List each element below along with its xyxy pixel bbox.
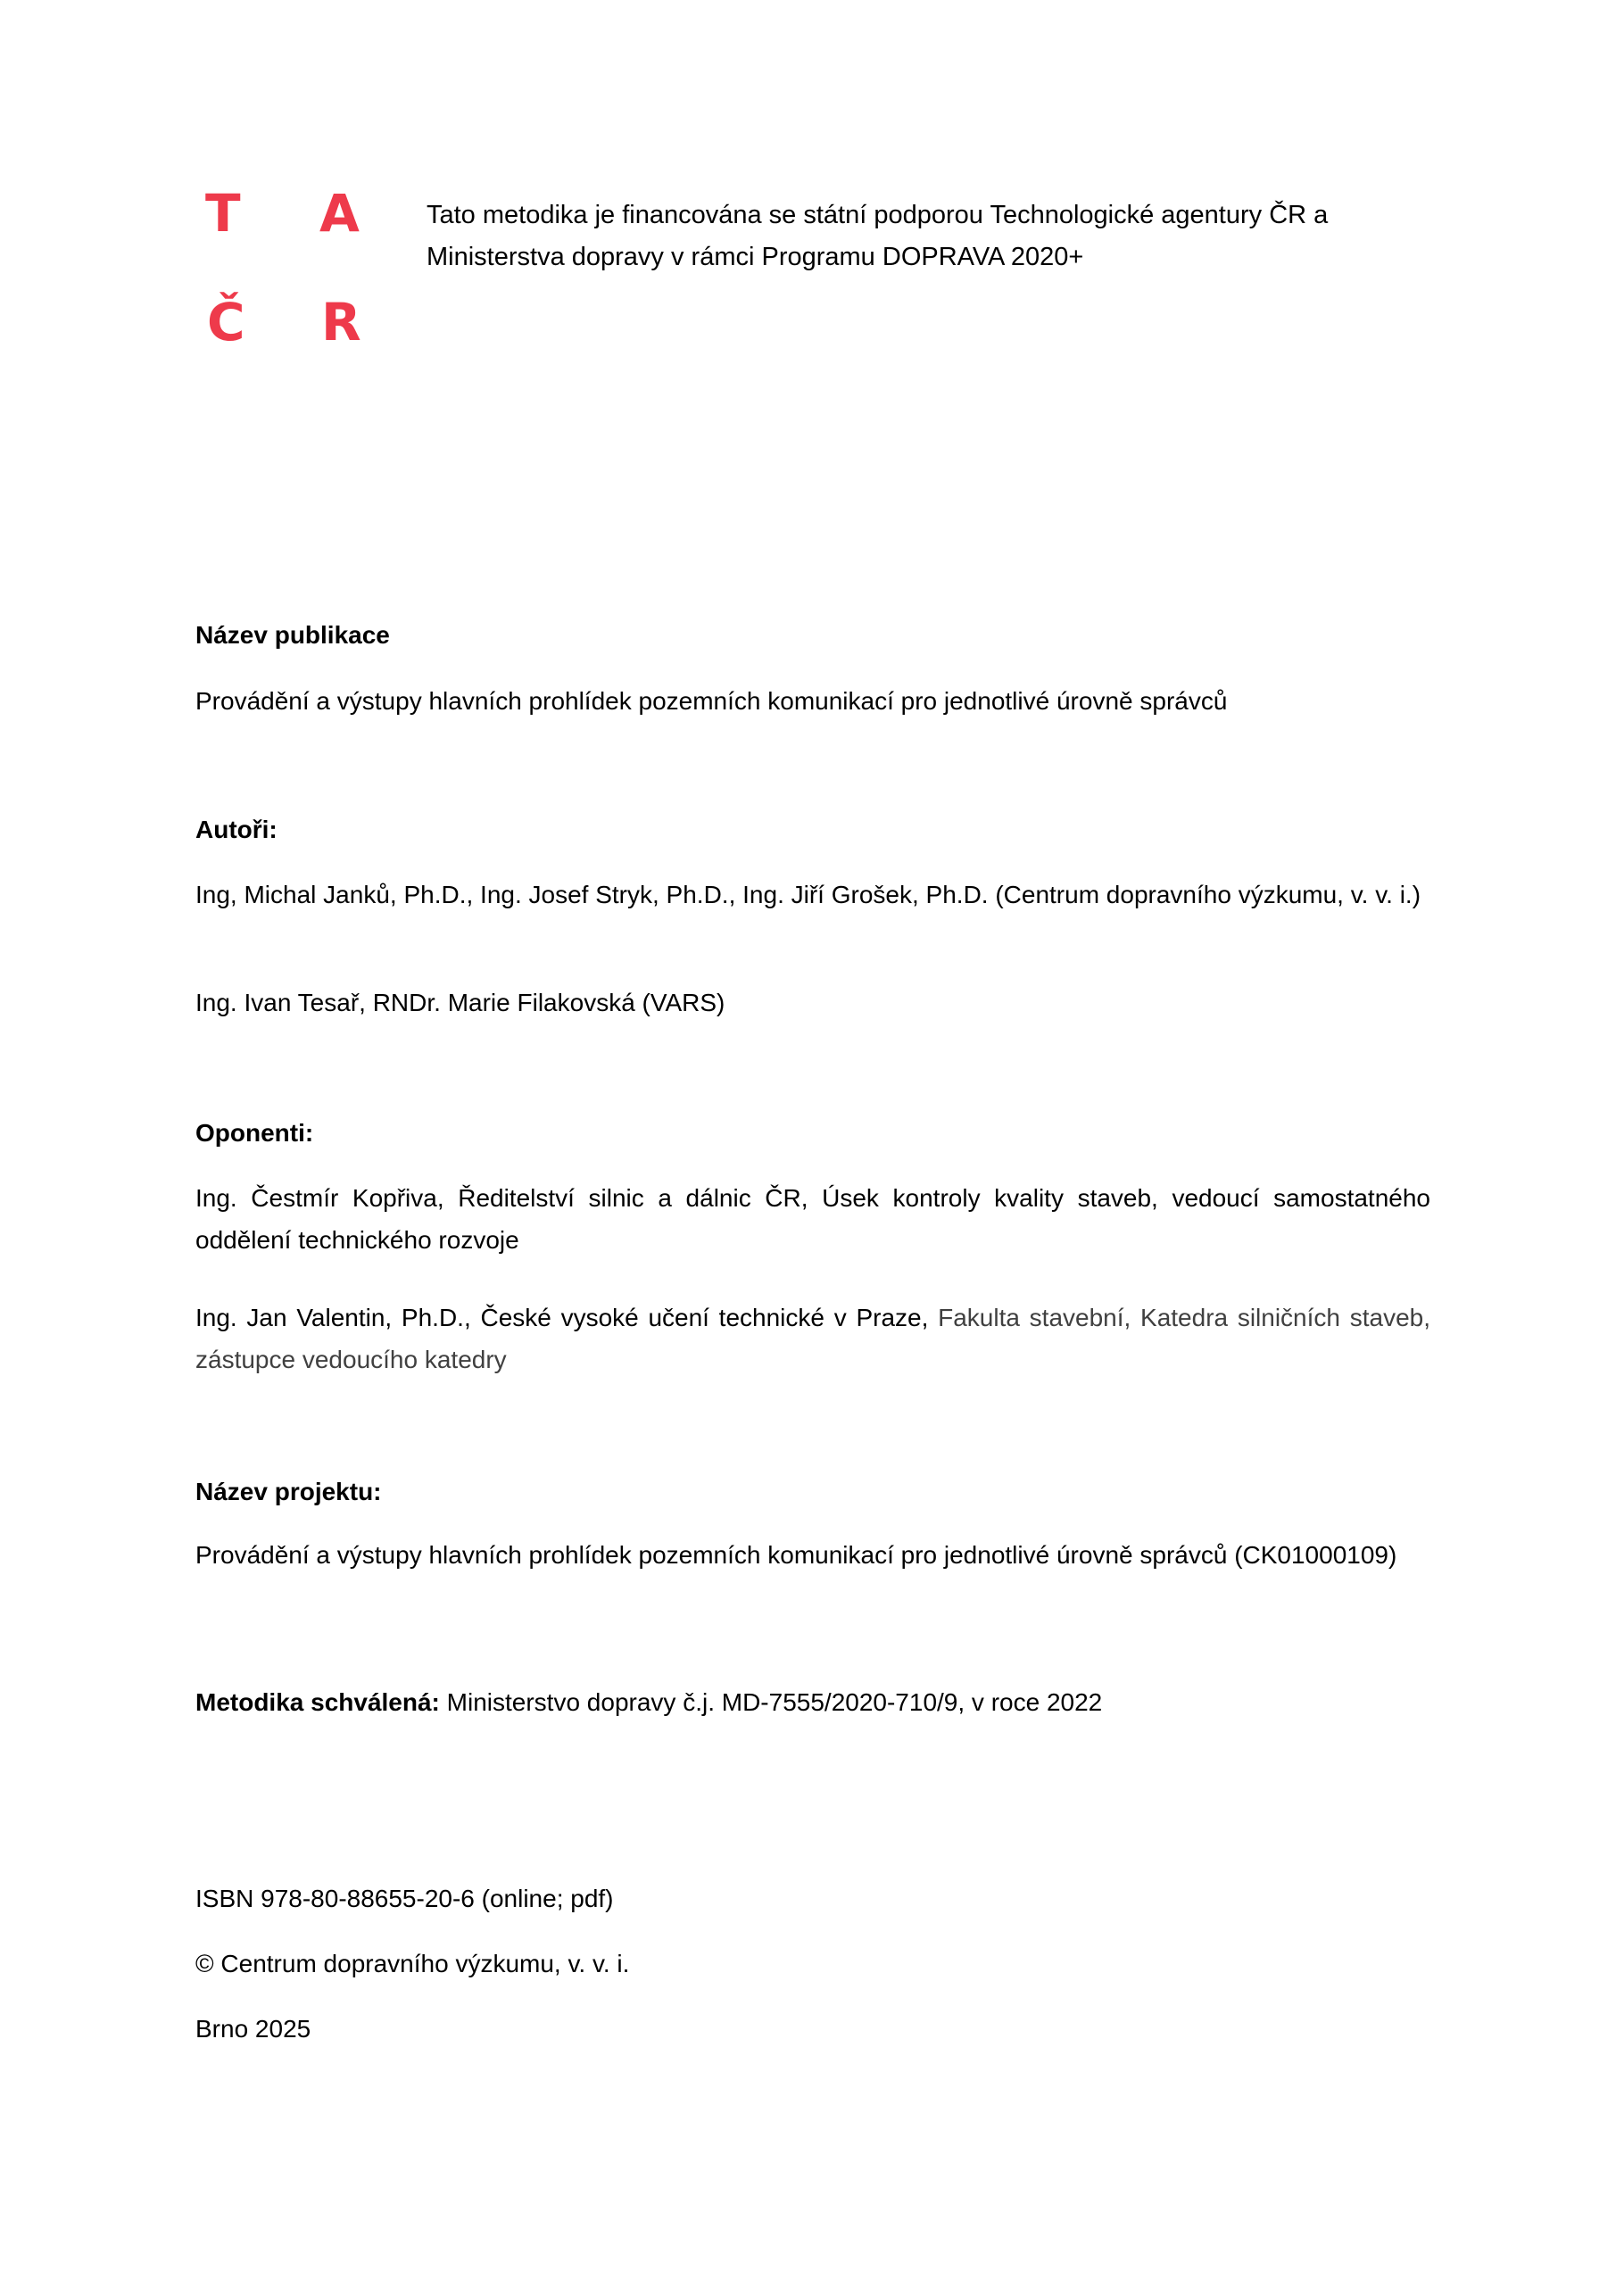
opponent-second-department: Fakulta stavební, Katedra silničních staveb, zástupce vedoucího katedry (195, 1304, 1430, 1373)
approval-label: Metodika schválená: (195, 1688, 440, 1716)
logo-letter-t: T (205, 183, 241, 244)
approval-value: Ministerstvo dopravy č.j. MD-7555/2020-710/9, v roce 2022 (439, 1688, 1103, 1716)
project-heading: Název projektu: (195, 1478, 382, 1505)
project-title: Provádění a výstupy hlavních prohlídek pozemních komunikací pro jednotlivé úrovně správců (CK01000109) (195, 1541, 1397, 1569)
opponents-heading: Oponenti: (195, 1119, 314, 1147)
logo-letter-c-caron: Č (207, 292, 245, 352)
logo-letter-a: A (319, 183, 360, 244)
tacr-logo (202, 183, 380, 357)
authors-line-vars: Ing. Ivan Tesař, RNDr. Marie Filakovská (VARS) (195, 989, 725, 1016)
isbn: ISBN 978-80-88655-20-6 (online; pdf) (195, 1885, 614, 1912)
authors-line-cdv: Ing, Michal Janků, Ph.D., Ing. Josef Stryk, Ph.D., Ing. Jiří Grošek, Ph.D. (Centrum dopravního výzkumu, v. v. i.) (195, 881, 1421, 908)
opponent-second (195, 1297, 1430, 1380)
approval-line (195, 1681, 1430, 1723)
publication-heading: Název publikace (195, 621, 390, 649)
authors-heading: Autoři: (195, 816, 278, 843)
copyright: © Centrum dopravního výzkumu, v. v. i. (195, 1950, 630, 1977)
funding-note: Tato metodika je financována se státní podporou Technologické agentury ČR a Ministerstva dopravy v rámci Programu DOPRAVA 2020+ (427, 201, 1329, 271)
opponent-first: Ing. Čestmír Kopřiva, Ředitelství silnic a dálnic ČR, Úsek kontroly kvality staveb, vedoucí samostatného oddělení technického rozvoje (195, 1184, 1430, 1254)
publication-title: Provádění a výstupy hlavních prohlídek pozemních komunikací pro jednotlivé úrovně správců (195, 687, 1228, 715)
place-year: Brno 2025 (195, 2015, 311, 2043)
opponent-second-main: Ing. Jan Valentin, Ph.D., České vysoké učení technické v Praze, (195, 1304, 939, 1331)
logo-letter-r: R (321, 292, 361, 352)
